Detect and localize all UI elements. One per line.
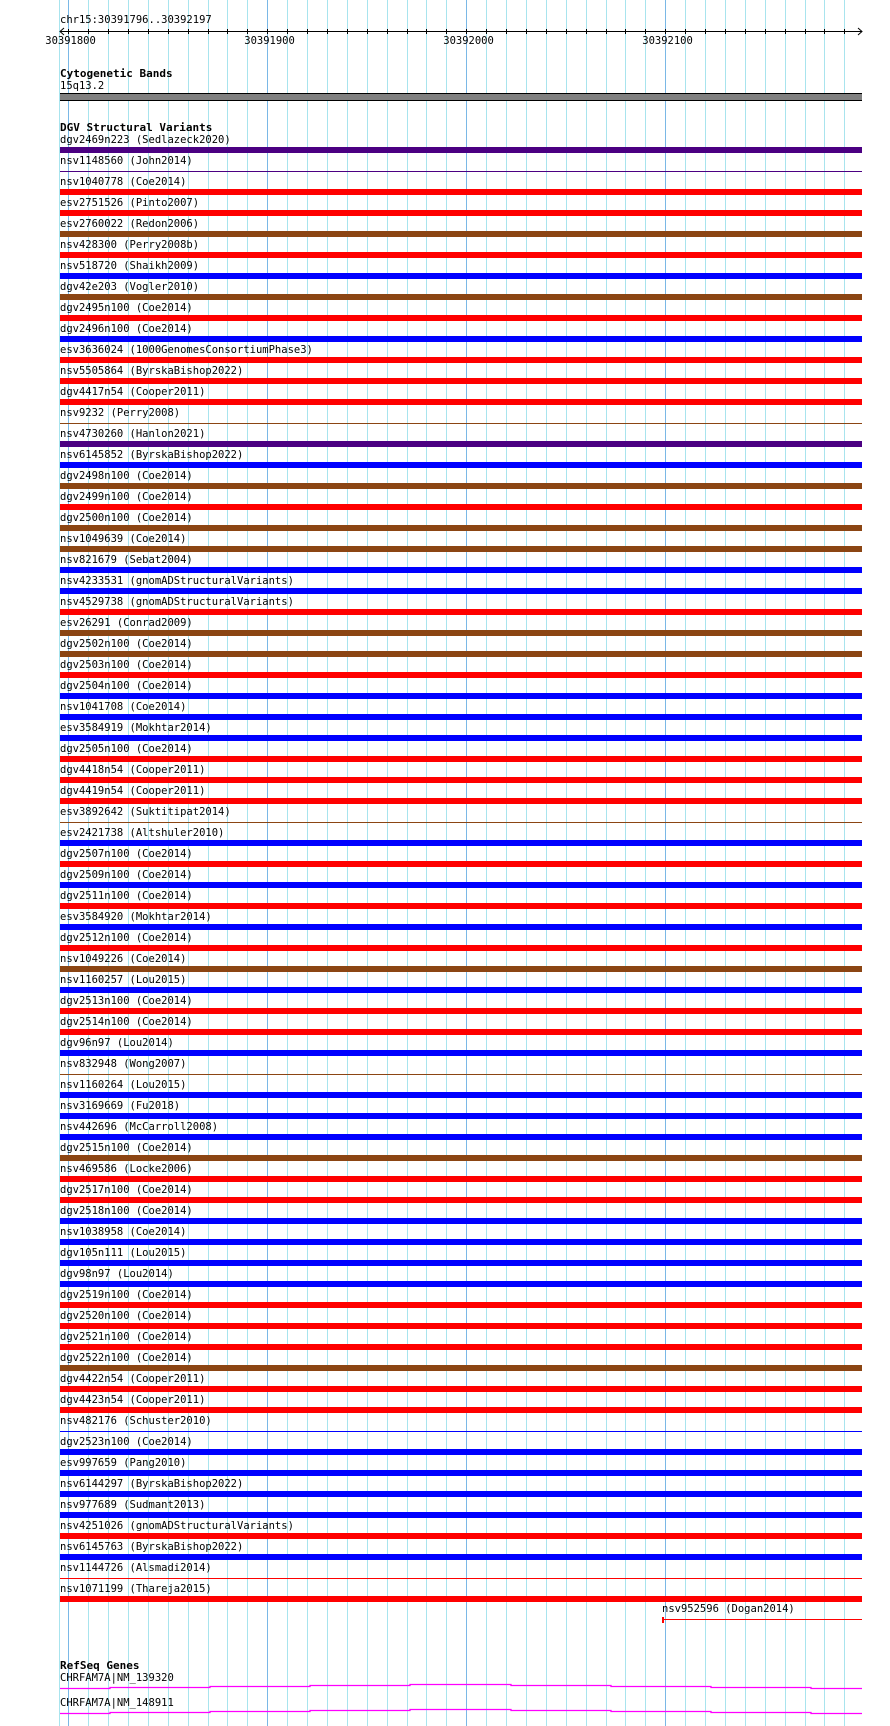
variant-bar[interactable] (60, 357, 862, 363)
variant-bar[interactable] (60, 399, 862, 405)
variant-label[interactable]: nsv4529738 (gnomADStructuralVariants) (60, 596, 294, 608)
variant-label[interactable]: dgv2469n223 (Sedlazeck2020) (60, 134, 231, 146)
variant-bar[interactable] (60, 483, 862, 489)
variant-bar[interactable] (60, 1176, 862, 1182)
variant-label[interactable]: dgv2513n100 (Coe2014) (60, 995, 193, 1007)
variant-bar[interactable] (60, 1431, 862, 1432)
variant-bar[interactable] (60, 987, 862, 993)
variant-bar[interactable] (60, 651, 862, 657)
variant-bar[interactable] (60, 840, 862, 846)
variant-bar[interactable] (60, 882, 862, 888)
variant-label[interactable]: esv2421738 (Altshuler2010) (60, 827, 225, 839)
variant-bar[interactable] (60, 777, 862, 783)
gene-label[interactable]: CHRFAM7A|NM_148911 (60, 1697, 174, 1709)
ruler-tick-label: 30391800 (45, 35, 96, 47)
variant-bar[interactable] (60, 336, 862, 342)
variant-bar[interactable] (60, 252, 862, 258)
variant-bar[interactable] (60, 903, 862, 909)
variant-label[interactable]: dgv2496n100 (Coe2014) (60, 323, 193, 335)
variant-bar[interactable] (60, 1218, 862, 1224)
variant-bar[interactable] (60, 1344, 862, 1350)
variant-bar[interactable] (60, 1449, 862, 1455)
variant-label[interactable]: dgv2507n100 (Coe2014) (60, 848, 193, 860)
variant-label[interactable]: nsv3169669 (Fu2018) (60, 1100, 181, 1112)
variant-label[interactable]: nsv1049226 (Coe2014) (60, 953, 187, 965)
variant-bar[interactable] (60, 294, 862, 300)
variant-label[interactable]: nsv442696 (McCarroll2008) (60, 1121, 219, 1133)
variant-bar[interactable] (60, 525, 862, 531)
variant-bar[interactable] (60, 504, 862, 510)
variant-label[interactable]: nsv482176 (Schuster2010) (60, 1415, 212, 1427)
variant-label[interactable]: dgv2519n100 (Coe2014) (60, 1289, 193, 1301)
variant-bar[interactable] (60, 798, 862, 804)
variant-bar[interactable] (60, 735, 862, 741)
variant-bar[interactable] (60, 756, 862, 762)
variant-label[interactable]: nsv1148560 (John2014) (60, 155, 193, 167)
variant-label[interactable]: nsv1144726 (Alsmadi2014) (60, 1562, 212, 1574)
variant-label[interactable]: esv3584920 (Mokhtar2014) (60, 911, 212, 923)
variant-bar[interactable] (60, 441, 862, 447)
variant-bar[interactable] (60, 189, 862, 195)
variant-bar[interactable] (60, 423, 862, 424)
variant-label[interactable]: nsv1040778 (Coe2014) (60, 176, 187, 188)
variant-label[interactable]: dgv4423n54 (Cooper2011) (60, 1394, 206, 1406)
variant-bar[interactable] (60, 171, 862, 172)
variant-label[interactable]: dgv2511n100 (Coe2014) (60, 890, 193, 902)
variant-label[interactable]: dgv4422n54 (Cooper2011) (60, 1373, 206, 1385)
variant-label[interactable]: nsv6145852 (ByrskaBishop2022) (60, 449, 244, 461)
ruler-tick-label: 30391900 (244, 35, 295, 47)
variant-label[interactable]: nsv6144297 (ByrskaBishop2022) (60, 1478, 244, 1490)
variant-label[interactable]: esv3892642 (Suktitipat2014) (60, 806, 231, 818)
variant-label[interactable]: nsv1038958 (Coe2014) (60, 1226, 187, 1238)
variant-label[interactable]: nsv1049639 (Coe2014) (60, 533, 187, 545)
variant-label[interactable]: nsv1071199 (Thareja2015) (60, 1583, 212, 1595)
cytoband-track-title: Cytogenetic Bands (60, 67, 173, 80)
variant-label[interactable]: dgv2523n100 (Coe2014) (60, 1436, 193, 1448)
variant-bar[interactable] (662, 1619, 862, 1620)
variant-bar[interactable] (60, 1134, 862, 1140)
variant-label[interactable]: nsv952596 (Dogan2014) (662, 1603, 795, 1615)
variant-bar[interactable] (60, 1470, 862, 1476)
variant-label[interactable]: dgv2517n100 (Coe2014) (60, 1184, 193, 1196)
variant-label[interactable]: dgv2504n100 (Coe2014) (60, 680, 193, 692)
variant-bar[interactable] (60, 1596, 862, 1602)
variant-label[interactable]: dgv98n97 (Lou2014) (60, 1268, 174, 1280)
variant-label[interactable]: nsv4233531 (gnomADStructuralVariants) (60, 575, 294, 587)
variant-bar[interactable] (60, 966, 862, 972)
variant-bar[interactable] (60, 1050, 862, 1056)
variant-start-tick (662, 1617, 664, 1623)
variant-label[interactable]: dgv2503n100 (Coe2014) (60, 659, 193, 671)
cytoband-bar[interactable] (60, 93, 862, 101)
variant-label[interactable]: nsv428300 (Perry2008b) (60, 239, 200, 251)
variant-label[interactable]: dgv2520n100 (Coe2014) (60, 1310, 193, 1322)
variant-bar[interactable] (60, 147, 862, 153)
variant-bar[interactable] (60, 1323, 862, 1329)
cytoband-label: 15q13.2 (60, 80, 105, 92)
variant-bar[interactable] (60, 1092, 862, 1098)
variant-bar[interactable] (60, 315, 862, 321)
variant-bar[interactable] (60, 822, 862, 823)
variant-label[interactable]: esv26291 (Conrad2009) (60, 617, 193, 629)
ruler-tick-label: 30392000 (443, 35, 494, 47)
variant-bar[interactable] (60, 1554, 862, 1560)
variant-label[interactable]: nsv469586 (Locke2006) (60, 1163, 193, 1175)
ruler-range-label: chr15:30391796..30392197 (60, 14, 212, 26)
variant-bar[interactable] (60, 714, 862, 720)
variant-label[interactable]: esv997659 (Pang2010) (60, 1457, 187, 1469)
variant-label[interactable]: nsv4730260 (Hanlon2021) (60, 428, 206, 440)
variant-bar[interactable] (60, 588, 862, 594)
variant-bar[interactable] (60, 609, 862, 615)
variant-label[interactable]: dgv2512n100 (Coe2014) (60, 932, 193, 944)
variant-bar[interactable] (60, 945, 862, 951)
variant-label[interactable]: dgv2502n100 (Coe2014) (60, 638, 193, 650)
variant-label[interactable]: nsv1160264 (Lou2015) (60, 1079, 187, 1091)
gene-model-line (60, 1710, 862, 1714)
variant-bar[interactable] (60, 1260, 862, 1266)
variant-bar[interactable] (60, 1491, 862, 1497)
variant-bar[interactable] (60, 1407, 862, 1413)
variant-bar[interactable] (60, 231, 862, 237)
variant-label[interactable]: dgv2505n100 (Coe2014) (60, 743, 193, 755)
variant-bar[interactable] (60, 630, 862, 636)
variant-bar[interactable] (60, 1239, 862, 1245)
variant-bar[interactable] (60, 546, 862, 552)
variant-label[interactable]: dgv2521n100 (Coe2014) (60, 1331, 193, 1343)
variant-label[interactable]: dgv105n111 (Lou2015) (60, 1247, 187, 1259)
variant-bar[interactable] (60, 567, 862, 573)
variant-bar[interactable] (60, 273, 862, 279)
variant-bar[interactable] (60, 1197, 862, 1203)
variant-label[interactable]: dgv2498n100 (Coe2014) (60, 470, 193, 482)
refseq-track-title: RefSeq Genes (60, 1659, 140, 1672)
variant-label[interactable]: dgv4418n54 (Cooper2011) (60, 764, 206, 776)
variant-label[interactable]: dgv2522n100 (Coe2014) (60, 1352, 193, 1364)
variant-label[interactable]: nsv832948 (Wong2007) (60, 1058, 187, 1070)
variant-label[interactable]: esv2760022 (Redon2006) (60, 218, 200, 230)
variant-label[interactable]: esv3584919 (Mokhtar2014) (60, 722, 212, 734)
variant-label[interactable]: nsv821679 (Sebat2004) (60, 554, 193, 566)
variant-label[interactable]: nsv1041708 (Coe2014) (60, 701, 187, 713)
variant-bar[interactable] (60, 462, 862, 468)
variant-label[interactable]: dgv2495n100 (Coe2014) (60, 302, 193, 314)
ruler-tick-label: 30392100 (642, 35, 693, 47)
variant-label[interactable]: dgv2514n100 (Coe2014) (60, 1016, 193, 1028)
variant-bar[interactable] (60, 1512, 862, 1518)
variant-bar[interactable] (60, 1074, 862, 1075)
variant-bar[interactable] (60, 924, 862, 930)
variant-bar[interactable] (60, 1533, 862, 1539)
variant-label[interactable]: nsv5505864 (ByrskaBishop2022) (60, 365, 244, 377)
variant-bar[interactable] (60, 1302, 862, 1308)
variant-bar[interactable] (60, 1365, 862, 1371)
variant-label[interactable]: nsv518720 (Shaikh2009) (60, 260, 200, 272)
variant-bar[interactable] (60, 672, 862, 678)
dgv-track-title: DGV Structural Variants (60, 121, 213, 134)
variant-bar[interactable] (60, 210, 862, 216)
variant-label[interactable]: esv3636024 (1000GenomesConsortiumPhase3) (60, 344, 313, 356)
variant-bar[interactable] (60, 1578, 862, 1579)
variant-label[interactable]: nsv1160257 (Lou2015) (60, 974, 187, 986)
variant-bar[interactable] (60, 378, 862, 384)
variant-bar[interactable] (60, 1386, 862, 1392)
variant-bar[interactable] (60, 1029, 862, 1035)
variant-label[interactable]: nsv9232 (Perry2008) (60, 407, 181, 419)
variant-bar[interactable] (60, 1281, 862, 1287)
variant-bar[interactable] (60, 1008, 862, 1014)
variant-label[interactable]: dgv2500n100 (Coe2014) (60, 512, 193, 524)
variant-label[interactable]: dgv4419n54 (Cooper2011) (60, 785, 206, 797)
variant-bar[interactable] (60, 1155, 862, 1161)
variant-label[interactable]: dgv2518n100 (Coe2014) (60, 1205, 193, 1217)
variant-label[interactable]: nsv6145763 (ByrskaBishop2022) (60, 1541, 244, 1553)
variant-label[interactable]: dgv42e203 (Vogler2010) (60, 281, 200, 293)
variant-label[interactable]: dgv2509n100 (Coe2014) (60, 869, 193, 881)
variant-bar[interactable] (60, 1113, 862, 1119)
variant-label[interactable]: nsv4251026 (gnomADStructuralVariants) (60, 1520, 294, 1532)
variant-label[interactable]: dgv2515n100 (Coe2014) (60, 1142, 193, 1154)
gene-model-line (60, 1685, 862, 1689)
variant-bar[interactable] (60, 693, 862, 699)
variant-label[interactable]: dgv96n97 (Lou2014) (60, 1037, 174, 1049)
variant-label[interactable]: nsv977689 (Sudmant2013) (60, 1499, 206, 1511)
variant-label[interactable]: dgv4417n54 (Cooper2011) (60, 386, 206, 398)
variant-label[interactable]: dgv2499n100 (Coe2014) (60, 491, 193, 503)
gene-label[interactable]: CHRFAM7A|NM_139320 (60, 1672, 174, 1684)
variant-label[interactable]: esv2751526 (Pinto2007) (60, 197, 200, 209)
variant-bar[interactable] (60, 861, 862, 867)
